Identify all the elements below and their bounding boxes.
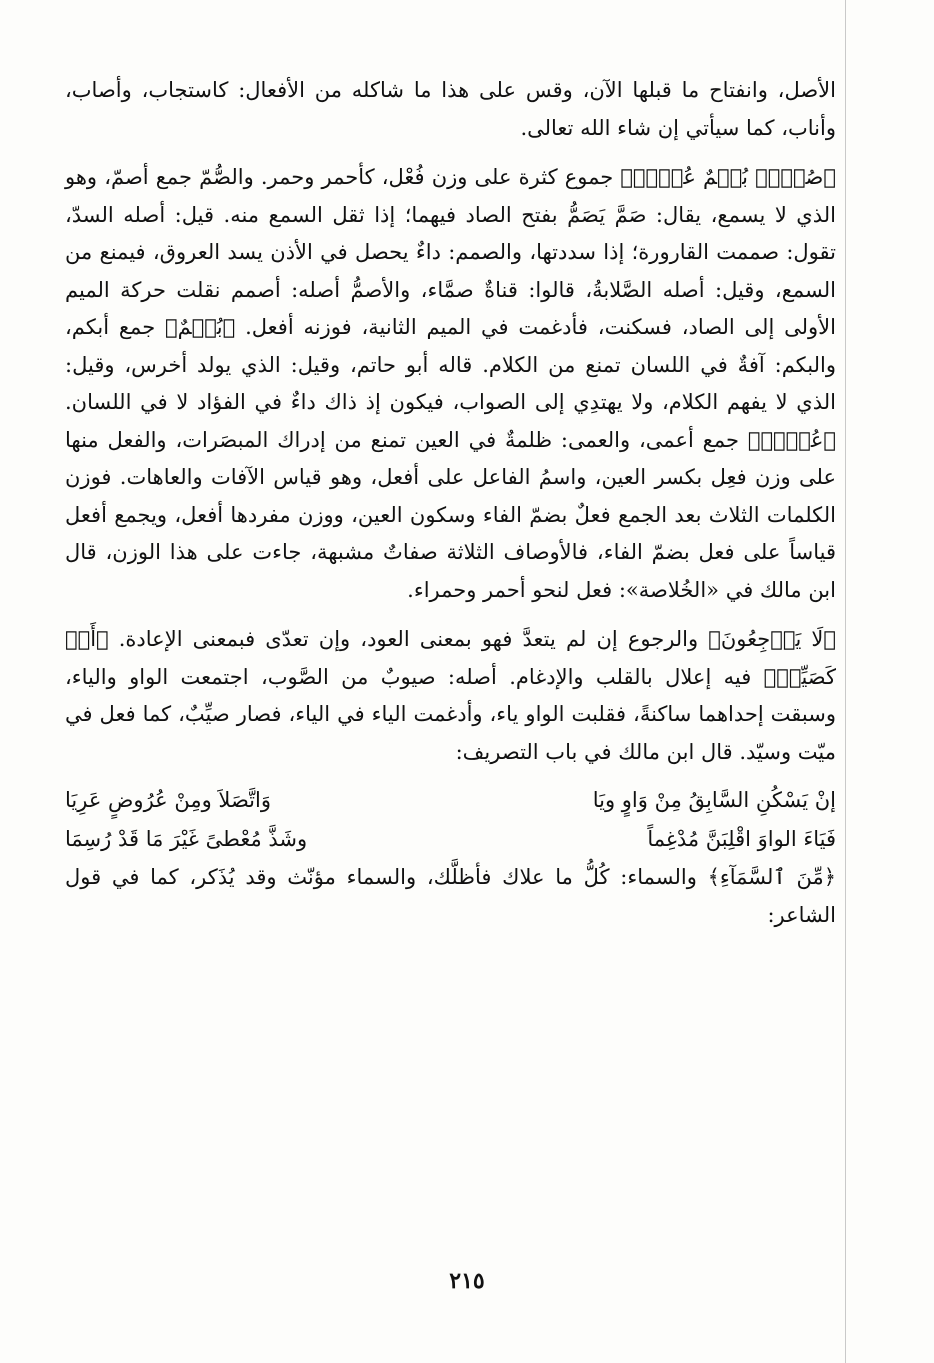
poetry-verse-block xyxy=(65,781,836,859)
verse-hemistich-left: وَاتَّصَلاَ ومِنْ عُرُوضٍ عَرِيَا xyxy=(65,788,271,812)
verse-hemistich-right: إنْ يَسْكُنِ السَّابِقُ مِنْ وَاوٍ ويَا xyxy=(592,788,836,812)
document-page xyxy=(65,72,836,934)
verse-line xyxy=(65,781,836,820)
paragraph: ﴿لَا يَرۡجِعُونَ﴾ والرجوع إن لم يتعدَّ فهو بمعنى العود، وإن تعدّى فبمعنى الإعادة. ﴿أَوۡ كَصَيِّبٖ﴾ فيه إعلال بالقلب والإدغام. أصله: صيوبٌ من الصَّوب، اجتمعت الواو والياء، وسبقت إحداهما ساكنةً، فقلبت الواو ياء، وأدغمت الياء في الياء، فصار صيِّبٌ، كما فعل في ميّت وسيّد. قال ابن مالك في باب التصريف: xyxy=(65,627,836,764)
page-edge-line xyxy=(845,0,846,1363)
paragraph: الأصل، وانفتاح ما قبلها الآن، وقس على هذا ما شاكله من الأفعال: كاستجاب، وأصاب، وأناب، كما سيأتي إن شاء الله تعالى. xyxy=(65,78,836,140)
page-number: ٢١٥ xyxy=(449,1268,485,1294)
paragraph: ﴿صُمُّۢ بُكۡمٌ عُمۡيٞ﴾ جموع كثرة على وزن فُعْل، كأحمر وحمر. والصُّمّ جمع أصمّ، وهو الذي لا يسمع، يقال: صَمَّ يَصَمُّ بفتح الصاد فيهما؛ إذا ثقل السمع منه. قيل: أصله السدّ، تقول: صممت القارورة؛ إذا سددتها، والصمم: داءٌ يحصل في الأذن يسد العروق، فيمنع من السمع، وقيل: أصله الصَّلابةُ، قالوا: قناةٌ صمَّاء، والأصمُّ أصله: أصمم نقلت حركة الميم الأولى إلى الصاد، فسكنت، فأدغمت في الميم الثانية، فوزنه أفعل. ﴿بُكۡمٌ﴾ جمع أبكم، والبكم: آفةٌ في اللسان تمنع من الكلام. قاله أبو حاتم، وقيل: الذي يولد أخرس، وقيل: الذي لا يفهم الكلام، ولا يهتدِي إلى الصواب، فيكون إذ ذاك داءٌ في الفؤاد لا في اللسان. ﴿عُمۡيٞ﴾ جمع أعمى، والعمى: ظلمةٌ في العين تمنع من إدراك المبصَرات، والفعل منها على وزن فعِل بكسر العين، واسمُ الفاعل على أفعل، وهو قياس الآفات والعاهات. فوزن الكلمات الثلاث بعد الجمع فعلٌ بضمّ الفاء وسكون العين، ووزن مفردها أفعل، ويجمع أفعل قياساً على فعل بضمّ الفاء، فالأوصاف الثلاثة صفاتٌ مشبهة، جاءت على هذا الوزن، قال ابن مالك في «الخُلاصة»: فعل لنحو أحمر وحمراء. xyxy=(65,165,836,602)
verse-line xyxy=(65,820,836,859)
paragraph: ﴿مِّنَ ٱلسَّمَآءِ﴾ والسماء: كُلُّ ما علاك فأظلَّك، والسماء مؤنّث وقد يُذَكر، كما في قول الشاعر: xyxy=(65,865,836,927)
verse-hemistich-right: فَيَاءَ الواوَ اقْلِبَنَّ مُدْغِماً xyxy=(647,827,836,851)
verse-hemistich-left: وشَذَّ مُعْطىً غَيْرَ مَا قَدْ رُسِمَا xyxy=(65,827,308,851)
